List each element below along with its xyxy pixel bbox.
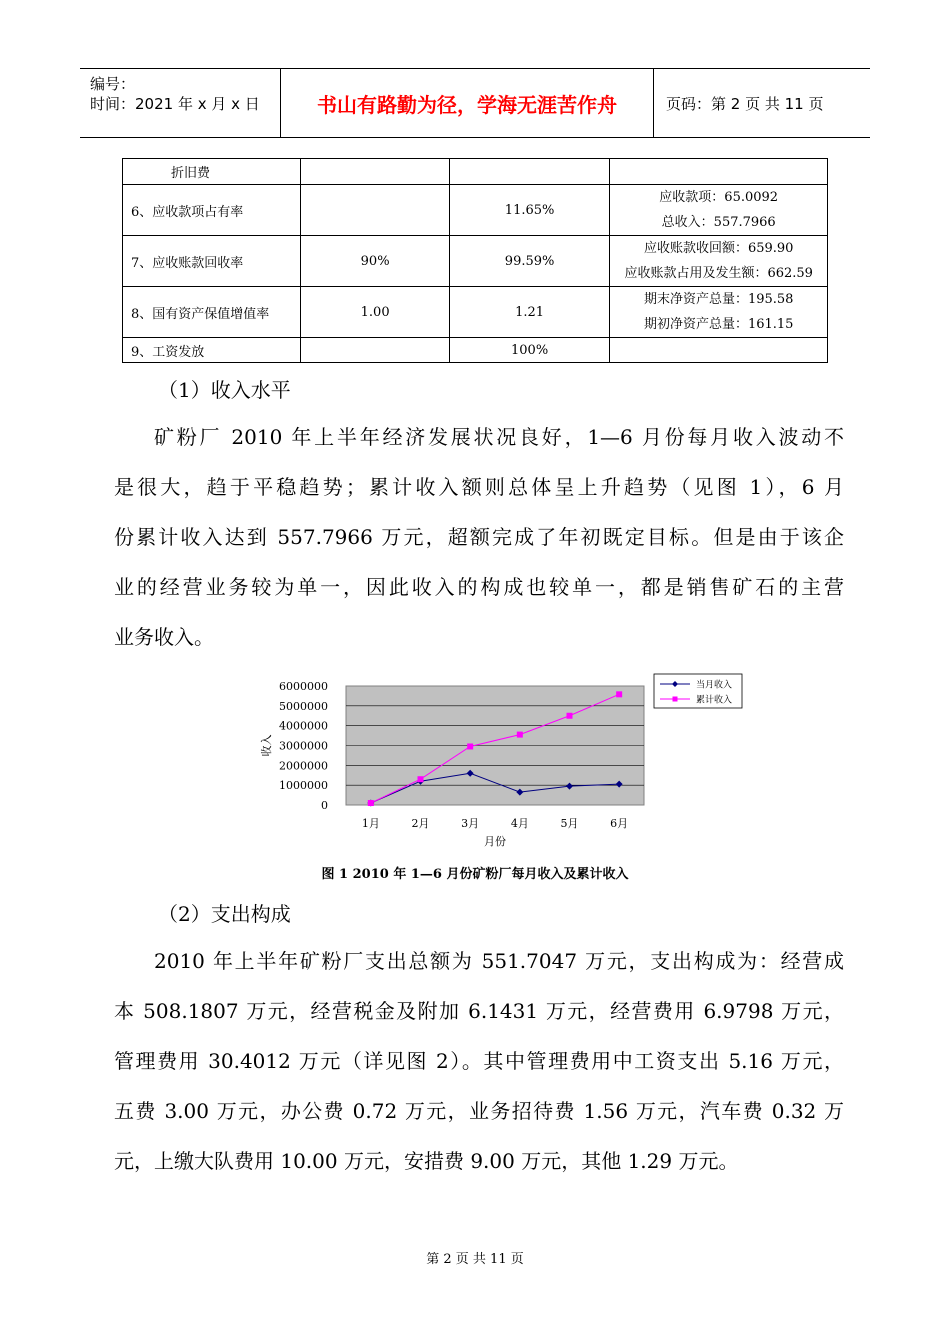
table-cell-note: [610, 287, 828, 338]
table-cell: [449, 159, 610, 185]
y-tick-label: 4000000: [279, 719, 328, 733]
page-footer: 第 2 页 共 11 页: [426, 1252, 524, 1267]
table-row: [123, 236, 828, 287]
indicator-table: [122, 158, 828, 363]
section1-paragraph: [114, 412, 844, 662]
note-line: 应收账款占用及发生额：662.59: [624, 266, 813, 281]
section2-paragraph: [114, 936, 844, 1186]
data-point: [368, 800, 374, 806]
x-tick-label: 2月: [411, 817, 430, 830]
data-point: [567, 713, 573, 719]
x-tick-label: 4月: [510, 817, 529, 830]
table-row: [123, 338, 828, 363]
table-row: [123, 159, 828, 185]
figure-caption: 图 1 2010 年 1—6 月份矿粉厂每月收入及累计收入: [321, 867, 629, 882]
table-cell-item: 6、应收款项占有率: [123, 185, 301, 236]
table-cell: [301, 159, 449, 185]
table-cell-item: 折旧费: [123, 159, 301, 185]
data-point: [616, 691, 622, 697]
legend-marker: [673, 697, 678, 702]
data-point: [418, 776, 424, 782]
table-cell-item: 8、国有资产保值增值率: [123, 287, 301, 338]
motto-text: 书山有路勤为径，学海无涯苦作舟: [317, 92, 617, 117]
x-tick-label: 1月: [361, 817, 380, 830]
paragraph-line: 五费 3.00 万元，办公费 0.72 万元，业务招待费 1.56 万元，汽车费 0.32 万: [114, 1099, 844, 1123]
section1-title: （1）收入水平: [158, 378, 291, 402]
table-cell-note: [610, 236, 828, 287]
doc-number-label: 编号：: [90, 75, 136, 93]
y-tick-label: 6000000: [279, 680, 328, 693]
header-meta: [80, 69, 280, 137]
table-cell: 90%: [301, 236, 449, 287]
y-axis-label: 收入: [260, 734, 273, 757]
table-cell: [301, 338, 449, 363]
x-tick-label: 6月: [610, 817, 629, 830]
page-header: [80, 68, 870, 138]
table-cell-note: [610, 185, 828, 236]
x-axis-label: 月份: [484, 835, 506, 848]
doc-date-label: 时间：2021 年 x 月 x 日: [90, 95, 260, 113]
paragraph-line: 本 508.1807 万元，经营税金及附加 6.1431 万元，经营费用 6.9798 万元，: [114, 999, 844, 1023]
table-cell: 100%: [449, 338, 610, 363]
table-cell-item: 7、应收账款回收率: [123, 236, 301, 287]
paragraph-line: 管理费用 30.4012 万元（详见图 2）。其中管理费用中工资支出 5.16 万元，: [114, 1049, 844, 1073]
income-line-chart: [240, 670, 760, 860]
paragraph-line: 业的经营业务较为单一，因此收入的构成也较单一，都是销售矿石的主营: [114, 575, 844, 599]
y-tick-label: 5000000: [279, 699, 328, 713]
table-cell: 1.21: [449, 287, 610, 338]
header-page-label: 页码：第 2 页 共 11 页: [666, 94, 824, 113]
table-cell: 11.65%: [449, 185, 610, 236]
note-line: 应收款项：65.0092: [659, 190, 779, 205]
note-line: 期末净资产总量：195.58: [643, 292, 794, 307]
legend-label: 累计收入: [696, 695, 733, 706]
table-row: [123, 287, 828, 338]
y-tick-label: 2000000: [279, 759, 328, 773]
note-line: 总收入：557.7966: [661, 215, 776, 230]
table-cell: [610, 159, 828, 185]
header-motto: [280, 69, 654, 137]
table-cell: 1.00: [301, 287, 449, 338]
table-cell: [301, 185, 449, 236]
x-tick-label: 3月: [461, 817, 480, 830]
y-tick-label: 3000000: [279, 739, 328, 753]
paragraph-line: 份累计收入达到 557.7966 万元，超额完成了年初既定目标。但是由于该企: [114, 525, 844, 549]
y-tick-label: 1000000: [279, 779, 328, 793]
y-tick-label: 0: [321, 799, 328, 812]
table-cell: 99.59%: [449, 236, 610, 287]
legend-label: 当月收入: [696, 680, 733, 691]
x-tick-label: 5月: [560, 817, 579, 830]
paragraph-line: 矿粉厂 2010 年上半年经济发展状况良好，1—6 月份每月收入波动不: [154, 425, 844, 449]
note-line: 期初净资产总量：161.15: [643, 317, 794, 332]
table-cell-item: 9、工资发放: [123, 338, 301, 363]
paragraph-line: 2010 年上半年矿粉厂支出总额为 551.7047 万元，支出构成为：经营成: [154, 949, 844, 973]
data-point: [517, 732, 523, 738]
paragraph-line: 是很大，趋于平稳趋势；累计收入额则总体呈上升趋势（见图 1），6 月: [114, 475, 844, 499]
paragraph-line: 元，上缴大队费用 10.00 万元，安措费 9.00 万元，其他 1.29 万元。: [114, 1149, 739, 1173]
paragraph-line: 业务收入。: [114, 625, 214, 649]
note-line: 应收账款收回额：659.90: [643, 241, 794, 256]
data-point: [467, 743, 473, 749]
table-row: [123, 185, 828, 236]
section2-title: （2）支出构成: [158, 902, 291, 926]
table-cell: [610, 338, 828, 363]
